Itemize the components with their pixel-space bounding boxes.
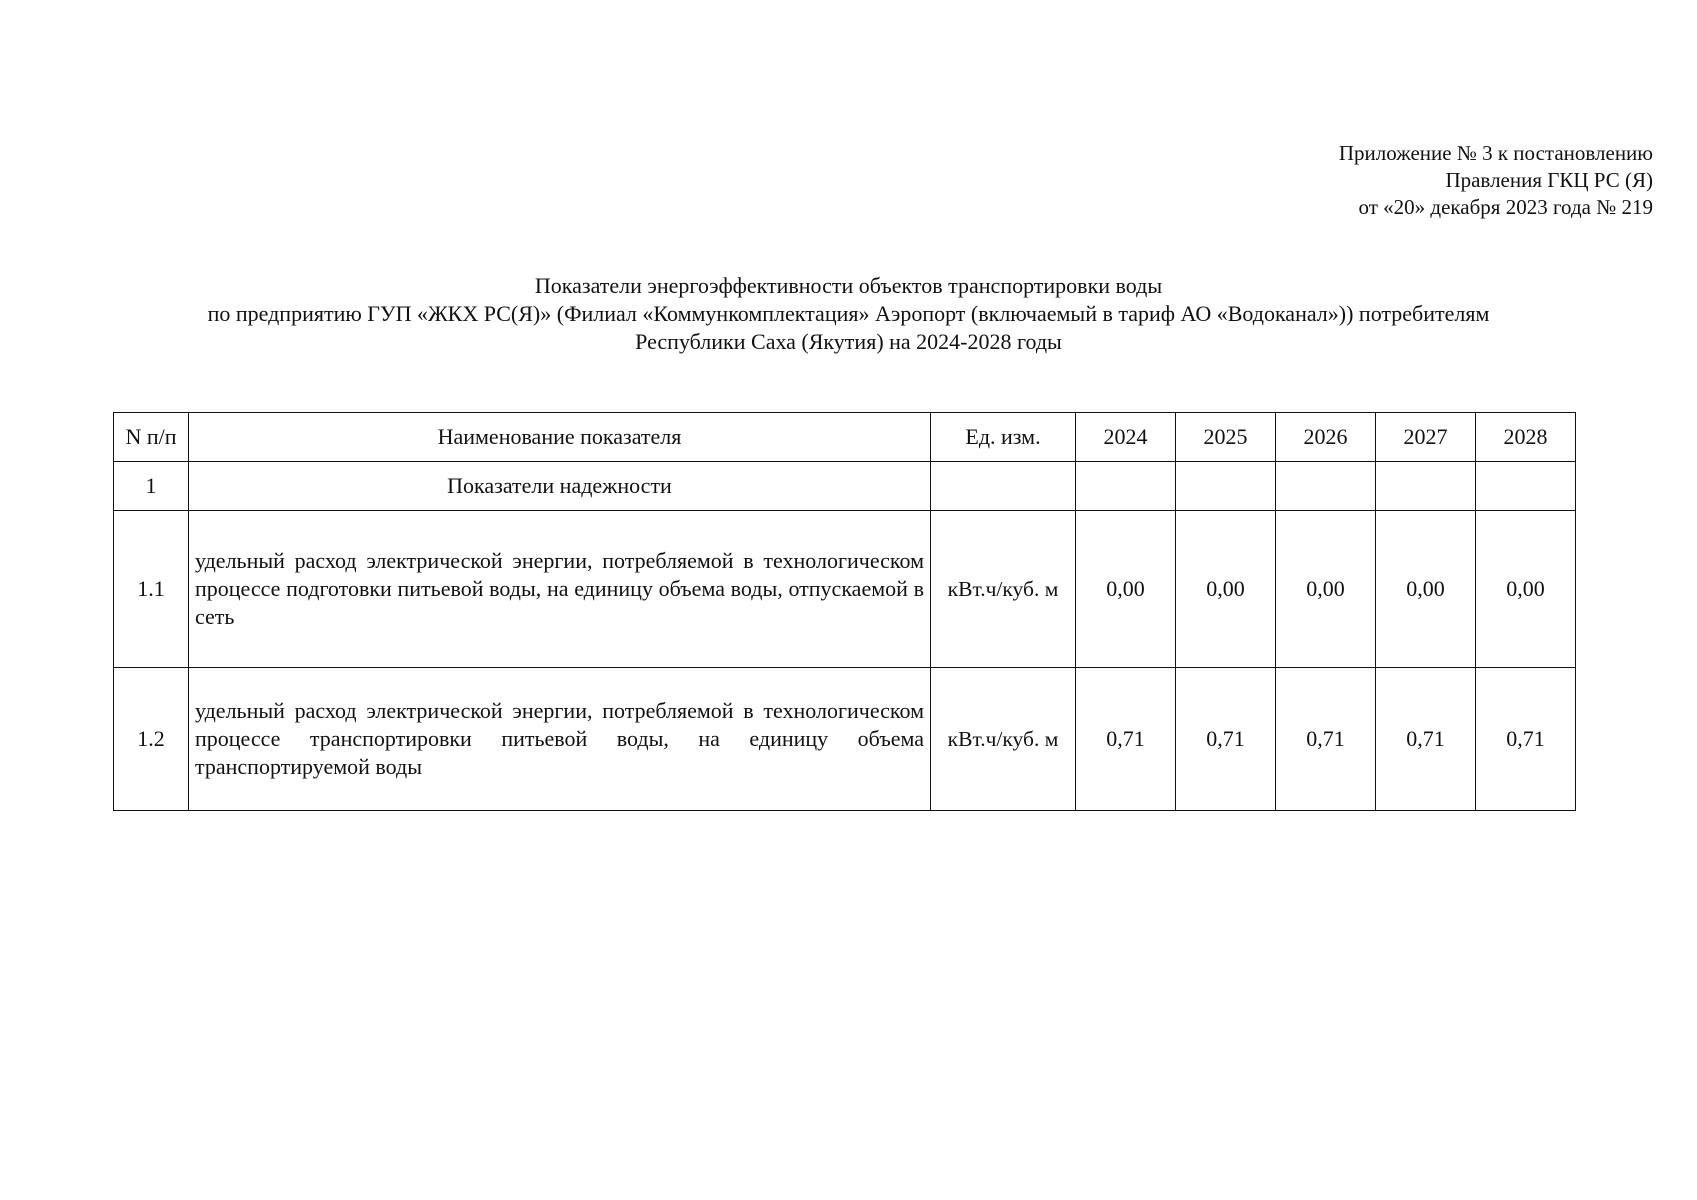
document-title — [60, 272, 1637, 356]
row-unit: кВт.ч/куб. м — [931, 668, 1076, 811]
header-year: 2028 — [1476, 413, 1576, 462]
row-value: 0,00 — [1476, 511, 1576, 668]
row-value: 0,00 — [1076, 511, 1176, 668]
row-indicator-cell — [189, 668, 931, 811]
section-num: 1 — [114, 462, 189, 511]
row-value: 0,00 — [1376, 511, 1476, 668]
row-indicator-cell — [189, 511, 931, 668]
annex-line-1: Приложение № 3 к постановлению — [1338, 141, 1653, 165]
header-year: 2027 — [1376, 413, 1476, 462]
annex-line-3: от «20» декабря 2023 года № 219 — [1358, 195, 1653, 219]
table-header-row — [114, 413, 1576, 462]
header-year: 2025 — [1176, 413, 1276, 462]
row-num: 1.2 — [114, 668, 189, 811]
indicators-table — [113, 412, 1576, 811]
row-indicator-name: удельный расход электрической энергии, потребляемой в технологическом процессе транспортировки питьевой воды, на единицу объема транспортируемой воды — [195, 698, 924, 779]
empty-cell — [931, 462, 1076, 511]
row-value: 0,71 — [1076, 668, 1176, 811]
row-unit: кВт.ч/куб. м — [931, 511, 1076, 668]
row-value: 0,00 — [1276, 511, 1376, 668]
annex-reference — [1339, 140, 1653, 221]
row-value: 0,71 — [1176, 668, 1276, 811]
row-value: 0,71 — [1376, 668, 1476, 811]
row-value: 0,00 — [1176, 511, 1276, 668]
row-indicator-name: удельный расход электрической энергии, потребляемой в технологическом процессе подготовки питьевой воды, на единицу объема воды, отпускаемой в сеть — [195, 548, 924, 629]
header-num: N п/п — [114, 413, 189, 462]
empty-cell — [1276, 462, 1376, 511]
empty-cell — [1376, 462, 1476, 511]
header-year: 2026 — [1276, 413, 1376, 462]
empty-cell — [1176, 462, 1276, 511]
table-row — [114, 668, 1576, 811]
annex-line-2: Правления ГКЦ РС (Я) — [1445, 168, 1653, 192]
title-line-1: Показатели энергоэффективности объектов транспортировки воды — [534, 273, 1163, 298]
empty-cell — [1076, 462, 1176, 511]
header-name: Наименование показателя — [189, 413, 931, 462]
title-line-3: Республики Саха (Якутия) на 2024-2028 годы — [635, 329, 1062, 354]
row-num: 1.1 — [114, 511, 189, 668]
row-value: 0,71 — [1476, 668, 1576, 811]
table-row — [114, 511, 1576, 668]
title-line-2: по предприятию ГУП «ЖКХ РС(Я)» (Филиал «Коммункомплектация» Аэропорт (включаемый в тариф АО «Водоканал»)) потребителям — [207, 301, 1490, 326]
section-row — [114, 462, 1576, 511]
header-year: 2024 — [1076, 413, 1176, 462]
empty-cell — [1476, 462, 1576, 511]
row-value: 0,71 — [1276, 668, 1376, 811]
header-unit: Ед. изм. — [931, 413, 1076, 462]
section-name: Показатели надежности — [189, 462, 931, 511]
